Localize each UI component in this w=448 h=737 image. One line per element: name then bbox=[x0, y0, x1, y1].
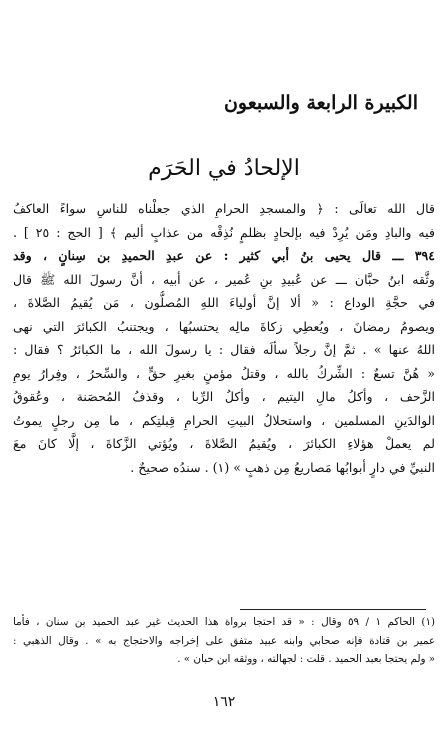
footnote-line: « ولم يحتجا بعبد الحميد . قلت : لجهالته ، ووثقه ابن حبان » . bbox=[177, 653, 435, 665]
body-line: ٣٩٤ ـــ قال يحيى بنُ أبي كثير : عن عبدِ الحميدِ بن سِنانٍ ، وقد bbox=[13, 248, 435, 263]
body-line: وثَّقه ابنُ حبَّان ـــ عن عُبيدِ بنِ عُمير ، عن أبيه ، أنَّ رسولَ الله ﷺ قال bbox=[13, 271, 435, 287]
page-number: ١٦٢ bbox=[212, 694, 236, 710]
body-line: ويصومُ رمضانَ ، ويُعطِي زكاةَ مالِه يحتسبُها ، ويجتنبُ الكبائرَ التي نهى bbox=[13, 318, 435, 334]
body-line: الزَّحف ، وأكلُ مالِ اليتيم ، وأكلُ الرِّبا ، وقذفُ المُحصَنة ، وعُقوقُ bbox=[13, 389, 435, 404]
body-line: فيه والبادِ ومَن يُرِدْ فيه بإلحادٍ بظلمٍ نُذِقْه من عذابٍ أليم ﴾ [ الحج : ٢٥ ] . bbox=[13, 224, 435, 240]
footnote-line: عمير بن قتادة فإنه صحابي وابنه عبيد متفق على إخراجه والاحتجاج به » . وقال الذهبي : bbox=[13, 634, 435, 647]
body-line: النبيِّ في دارٍ أبوابُها مَصاريعُ مِن ذهبٍ » (١) . سندُه صحيحٌ . bbox=[130, 459, 435, 475]
body-line: لم يعملْ هؤلاءِ الكبائرَ ، ويُقيمُ الصَّلاةَ ، ويُؤتي الزَّكاةَ ، إلَّا كانَ معَ bbox=[13, 436, 435, 451]
body-line: الوالدَينِ المسلمين ، واستحلالُ البيتِ الحرامِ قِبلتِكم ، ما مِن رجلٍ يموتُ bbox=[13, 412, 435, 428]
body-text bbox=[13, 197, 435, 479]
chapter-title: الكبيرة الرابعة والسبعون bbox=[223, 92, 418, 114]
body-line: قال الله تعالَى : ﴿ والمسجدِ الحرامِ الذي جعلْناه للناسِ سواءً العاكفُ bbox=[13, 201, 435, 216]
footnotes bbox=[13, 613, 435, 669]
body-line: اللهُ عنها » . ثمَّ إنَّ رجلاً سألَه فقال : يا رسولَ الله ، ما الكبائرُ ؟ فقال : bbox=[13, 342, 435, 357]
body-line: في حجَّةِ الوداع : « ألا إنَّ أولياءَ اللهِ المُصلُّون ، مَن يُقيمُ الصَّلاةَ ، bbox=[13, 295, 435, 310]
footnote-divider bbox=[240, 609, 426, 610]
footnote-line: (١) الحاكم ١ / ٥٩ وقال : « قد احتجا برواة هذا الحديث غير عبد الحميد بن سنان ، فأما bbox=[13, 616, 435, 628]
body-line: « هُنَّ تسعٌ : الشِّركُ بالله ، وقتلُ مؤمنٍ بغيرِ حقٍّ ، والسِّحرُ ، وفِرارُ يومِ bbox=[13, 365, 435, 381]
section-title: الإلحادُ في الحَرَم bbox=[148, 156, 300, 181]
